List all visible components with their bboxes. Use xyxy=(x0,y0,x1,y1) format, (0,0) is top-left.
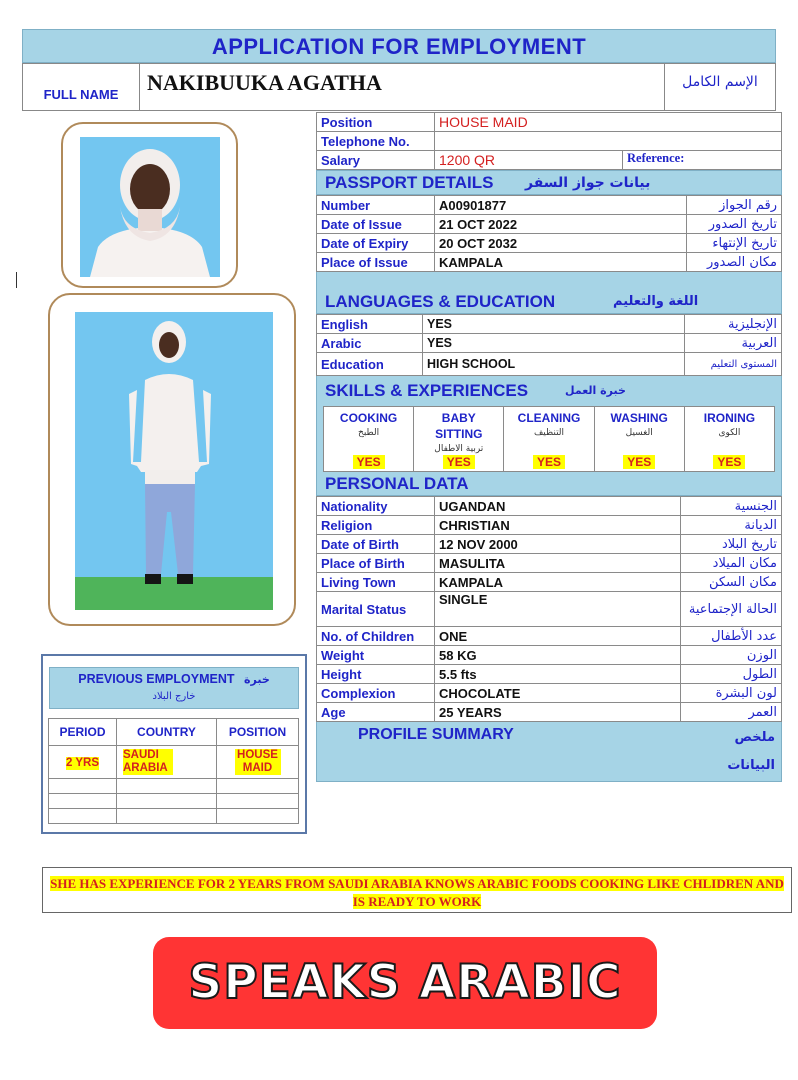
passport-title: PASSPORT DETAILS xyxy=(325,173,494,192)
personal-section-header xyxy=(316,474,782,496)
skills-band xyxy=(316,404,782,474)
previous-employment-title-arabic-1: خبرة xyxy=(244,673,270,686)
skill-label-arabic: الطبخ xyxy=(358,428,380,438)
table-row xyxy=(317,516,782,535)
skills-section-header xyxy=(316,380,782,404)
skill-value: YES xyxy=(353,455,385,469)
living-town-label: Living Town xyxy=(317,573,435,592)
expiry-date-value: 20 OCT 2032 xyxy=(435,234,687,253)
table-row xyxy=(317,646,782,665)
salary-value: 1200 QR xyxy=(435,151,623,170)
previous-employment-header xyxy=(49,667,299,709)
skill-value: YES xyxy=(623,455,655,469)
profile-summary-title: PROFILE SUMMARY xyxy=(358,726,514,743)
position-header: POSITION xyxy=(217,719,299,746)
passport-number-value: A00901877 xyxy=(435,196,687,215)
birth-place-value: MASULITA xyxy=(435,554,681,573)
arabic-value: YES xyxy=(423,334,685,353)
skill-ironing xyxy=(685,407,774,471)
height-label-arabic: الطول xyxy=(681,665,782,684)
weight-value: 58 KG xyxy=(435,646,681,665)
details-column xyxy=(316,112,782,802)
issue-place-label-arabic: مكان الصدور xyxy=(687,253,782,272)
height-value: 5.5 fts xyxy=(435,665,681,684)
form-title: APPLICATION FOR EMPLOYMENT xyxy=(22,29,776,63)
table-row xyxy=(317,215,782,234)
age-label-arabic: العمر xyxy=(681,703,782,722)
full-body-photo xyxy=(75,312,273,610)
period-cell xyxy=(49,746,117,779)
profile-summary-header xyxy=(316,722,782,782)
telephone-label: Telephone No. xyxy=(317,132,435,151)
country-header: COUNTRY xyxy=(117,719,217,746)
table-row xyxy=(317,315,782,334)
complexion-label-arabic: لون البشرة xyxy=(681,684,782,703)
skill-label: CLEANING xyxy=(517,411,581,425)
spacer-band xyxy=(316,272,782,290)
age-value: 25 YEARS xyxy=(435,703,681,722)
position-label: Position xyxy=(317,113,435,132)
passport-section-header xyxy=(316,170,782,195)
table-row xyxy=(317,573,782,592)
weight-label-arabic: الوزن xyxy=(681,646,782,665)
passport-title-arabic: بيانات جواز السفر xyxy=(525,175,651,191)
issue-place-value: KAMPALA xyxy=(435,253,687,272)
english-label-arabic: الإنجليزية xyxy=(685,315,782,334)
height-label: Height xyxy=(317,665,435,684)
table-row xyxy=(317,665,782,684)
skill-value: YES xyxy=(533,455,565,469)
nationality-label: Nationality xyxy=(317,497,435,516)
children-label-arabic: عدد الأطفال xyxy=(681,627,782,646)
table-row xyxy=(317,684,782,703)
skill-cooking xyxy=(324,407,414,471)
skill-label-arabic: تربية الاطفال xyxy=(434,444,484,454)
previous-employment-title xyxy=(50,668,298,691)
position-value: HOUSE MAID xyxy=(235,749,281,775)
languages-section-header xyxy=(316,290,782,314)
table-row xyxy=(317,592,782,627)
full-name-label: FULL NAME xyxy=(23,64,140,110)
table-row xyxy=(317,627,782,646)
complexion-value: CHOCOLATE xyxy=(435,684,681,703)
experience-summary-text: SHE HAS EXPERIENCE FOR 2 YEARS FROM SAUDI ARABIA KNOWS ARABIC FOODS COOKING LIKE CHLIDREN AND IS READY TO WORK xyxy=(50,876,784,909)
full-body-photo-frame xyxy=(48,293,296,626)
religion-label-arabic: الديانة xyxy=(681,516,782,535)
profile-summary-title-arabic-2: البيانات xyxy=(727,758,775,773)
education-value: HIGH SCHOOL xyxy=(423,353,685,376)
languages-title-arabic: اللغة والتعليم xyxy=(613,294,699,309)
table-row xyxy=(317,353,782,376)
skill-label: COOKING xyxy=(339,411,398,425)
languages-title: LANGUAGES & EDUCATION xyxy=(325,292,556,311)
education-label: Education xyxy=(317,353,423,376)
table-row xyxy=(317,497,782,516)
country-cell xyxy=(117,746,217,779)
table-row xyxy=(49,809,299,824)
skill-label-arabic: الكوى xyxy=(718,428,741,438)
table-row xyxy=(49,794,299,809)
skills-grid xyxy=(323,406,775,472)
religion-value: CHRISTIAN xyxy=(435,516,681,535)
living-town-label-arabic: مكان السكن xyxy=(681,573,782,592)
age-label: Age xyxy=(317,703,435,722)
previous-employment-box xyxy=(41,654,307,834)
marital-status-label-arabic: الحالة الإجتماعية xyxy=(681,592,782,627)
skill-label-arabic: الغسيل xyxy=(625,428,653,438)
table-row xyxy=(49,779,299,794)
skill-washing xyxy=(595,407,685,471)
telephone-value xyxy=(435,132,782,151)
education-label-arabic: المستوى التعليم xyxy=(685,353,782,376)
skill-label-arabic: التنظيف xyxy=(533,428,565,438)
arabic-label: Arabic xyxy=(317,334,423,353)
skill-baby-sitting xyxy=(414,407,504,471)
issue-date-label-arabic: تاريخ الصدور xyxy=(687,215,782,234)
position-cell xyxy=(217,746,299,779)
skill-value: YES xyxy=(443,455,475,469)
marital-status-value: SINGLE xyxy=(435,592,681,627)
table-row xyxy=(317,703,782,722)
skill-label: IRONING xyxy=(703,411,756,425)
children-value: ONE xyxy=(435,627,681,646)
english-label: English xyxy=(317,315,423,334)
table-row xyxy=(317,535,782,554)
previous-employment-title-arabic-2: خارج البلاد xyxy=(152,691,196,702)
birth-place-label: Place of Birth xyxy=(317,554,435,573)
table-row xyxy=(317,334,782,353)
position-value: HOUSE MAID xyxy=(435,113,782,132)
face-photo-frame xyxy=(61,122,238,288)
table-row xyxy=(317,234,782,253)
marital-status-label: Marital Status xyxy=(317,592,435,627)
table-row xyxy=(317,554,782,573)
table-row xyxy=(317,253,782,272)
passport-number-label: Number xyxy=(317,196,435,215)
skill-label: WASHING xyxy=(610,411,668,425)
birth-date-label: Date of Birth xyxy=(317,535,435,554)
passport-table xyxy=(316,195,782,272)
full-name-row xyxy=(22,63,776,111)
birth-date-label-arabic: تاريخ البلاد xyxy=(681,535,782,554)
reference-label: Reference: xyxy=(623,151,782,170)
english-value: YES xyxy=(423,315,685,334)
arabic-label-arabic: العربية xyxy=(685,334,782,353)
weight-label: Weight xyxy=(317,646,435,665)
skills-title-arabic: خبرة العمل xyxy=(565,384,626,397)
experience-summary xyxy=(42,867,792,913)
expiry-date-label-arabic: تاريخ الإنتهاء xyxy=(687,234,782,253)
issue-place-label: Place of Issue xyxy=(317,253,435,272)
issue-date-value: 21 OCT 2022 xyxy=(435,215,687,234)
issue-date-label: Date of Issue xyxy=(317,215,435,234)
text-cursor xyxy=(16,272,17,288)
languages-table xyxy=(316,314,782,376)
country-value: SAUDI ARABIA xyxy=(123,749,173,775)
personal-title: PERSONAL DATA xyxy=(325,474,469,493)
table-row xyxy=(317,196,782,215)
skill-value: YES xyxy=(713,455,745,469)
passport-number-label-arabic: رقم الجواز xyxy=(687,196,782,215)
face-photo xyxy=(80,137,220,277)
profile-summary-title-arabic-1: ملخص xyxy=(734,730,775,745)
skill-cleaning xyxy=(504,407,594,471)
table-row xyxy=(49,746,299,779)
period-value: 2 YRS xyxy=(65,756,100,769)
job-table xyxy=(316,112,782,170)
nationality-label-arabic: الجنسية xyxy=(681,497,782,516)
religion-label: Religion xyxy=(317,516,435,535)
complexion-label: Complexion xyxy=(317,684,435,703)
expiry-date-label: Date of Expiry xyxy=(317,234,435,253)
skills-title: SKILLS & EXPERIENCES xyxy=(325,381,529,400)
skill-label: BABY SITTING xyxy=(435,411,483,441)
speaks-arabic-banner: SPEAKS ARABIC xyxy=(153,937,657,1029)
birth-date-value: 12 NOV 2000 xyxy=(435,535,681,554)
previous-employment-title-en: PREVIOUS EMPLOYMENT xyxy=(78,672,235,686)
salary-label: Salary xyxy=(317,151,435,170)
previous-employment-table xyxy=(48,718,299,824)
period-header: PERIOD xyxy=(49,719,117,746)
full-name-value: NAKIBUUKA AGATHA xyxy=(147,70,382,95)
full-name-label-arabic: الإسم الكامل xyxy=(664,64,775,110)
birth-place-label-arabic: مكان الميلاد xyxy=(681,554,782,573)
living-town-value: KAMPALA xyxy=(435,573,681,592)
nationality-value: UGANDAN xyxy=(435,497,681,516)
personal-table xyxy=(316,496,782,722)
children-label: No. of Children xyxy=(317,627,435,646)
